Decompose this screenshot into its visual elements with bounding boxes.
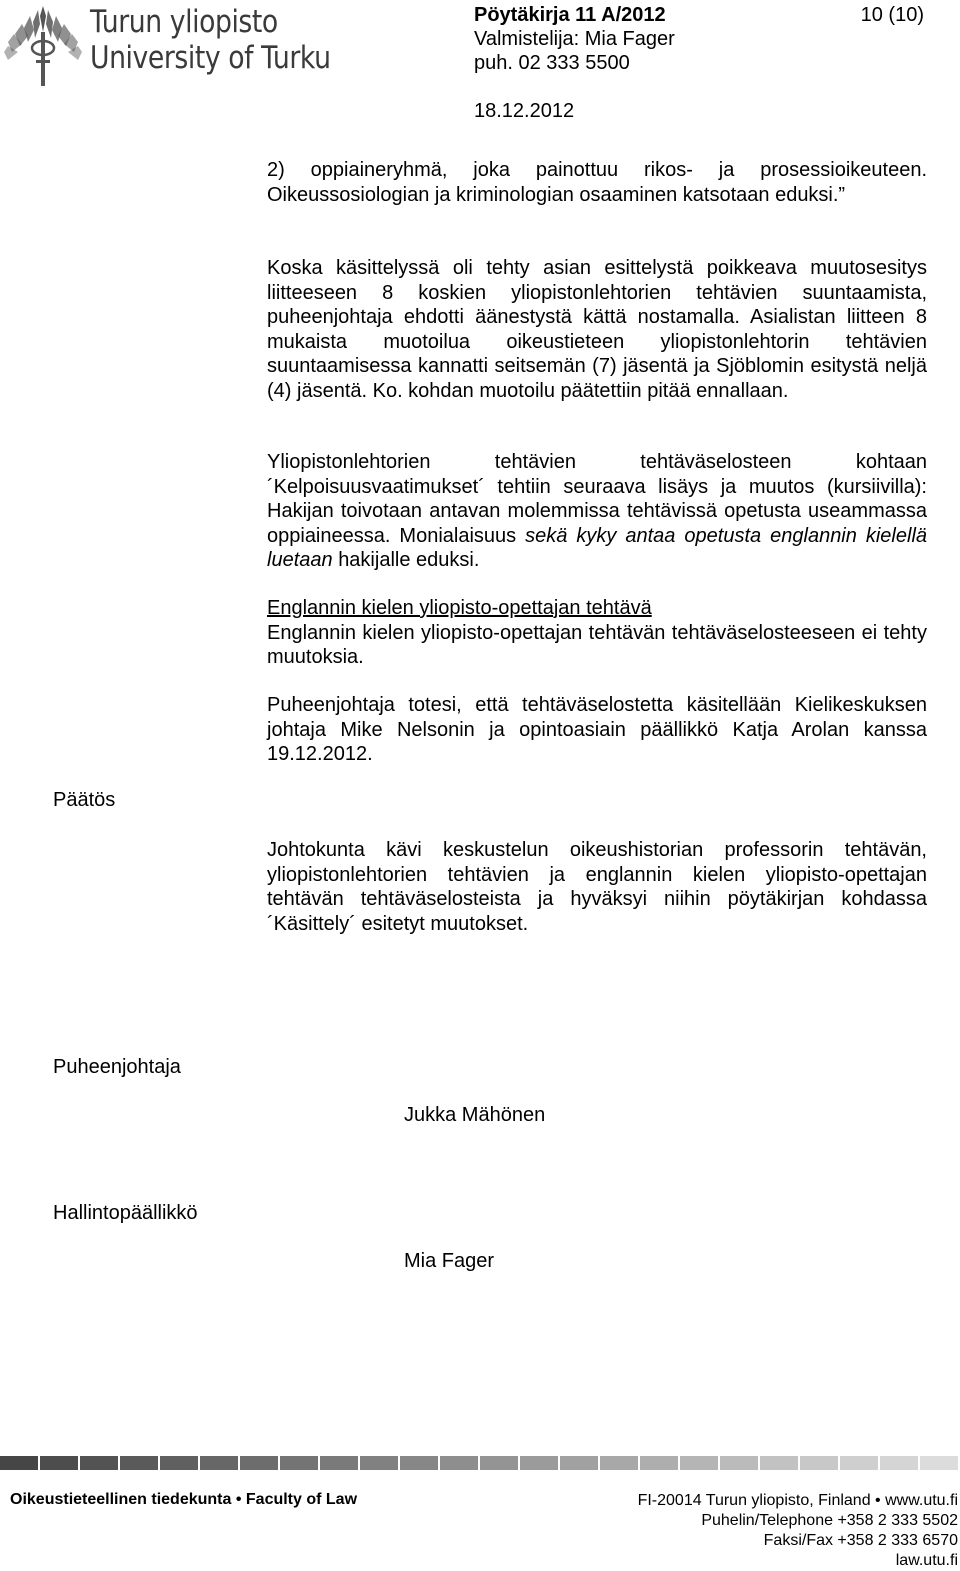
paragraph-chair-note: Puheenjohtaja totesi, että tehtäväselostetta käsitellään Kielikeskuksen johtaja Mike Nelsonin ja opintoasiain päällikkö Katja Arolan kanssa 19.12.2012. — [267, 694, 927, 765]
qualifications-text: Yliopistonlehtorien tehtävien tehtäväselosteen kohtaan ´Kelpoisuusvaatimukset´ tehtiin seuraava lisäys ja muutos (kursiivilla): Hakijan toivotaan antavan molemmissa tehtävissä opetusta useammassa oppiaineessa. Monialaisuus — [267, 451, 927, 547]
footer-bar-segment — [200, 1456, 238, 1470]
footer-bar-segment — [560, 1456, 598, 1470]
university-seal-icon — [2, 2, 84, 88]
footer-fax: Faksi/Fax +358 2 333 6570 — [763, 1532, 958, 1549]
footer-bar-segment — [680, 1456, 718, 1470]
footer-bar-segment — [880, 1456, 918, 1470]
chair-title: Puheenjohtaja — [53, 1056, 181, 1078]
document-title: Pöytäkirja 11 A/2012 — [474, 4, 666, 26]
footer-faculty: Oikeustieteellinen tiedekunta • Faculty of Law — [10, 1491, 358, 1508]
admin-name: Mia Fager — [404, 1250, 495, 1272]
logo-text-finnish: Turun yliopisto — [90, 4, 278, 40]
paragraph-vote: Koska käsittelyssä oli tehty asian esittelystä poikkeava muutosesitys liitteeseen 8 koskien yliopistonlehtorien tehtävien suuntaamista, puheenjohtaja ehdotti äänestystä kättä nostamalla. Asialistan liitteen 8 mukaista muotoilua oikeustieteen yliopistonlehtorin tehtävien suuntaamisessa kannatti seitsemän (7) jäsentä ja Sjöblomin esitystä neljä (4) jäsentä. Ko. kohdan muotoilu päätettiin pitää ennallaan. — [267, 257, 927, 402]
paragraph-qualifications — [267, 450, 927, 573]
paragraph-subject-group: 2) oppiaineryhmä, joka painottuu rikos- ja prosessioikeuteen. Oikeussosiologian ja kriminologian osaaminen katsotaan eduksi.” — [267, 159, 927, 206]
section-text: Englannin kielen yliopisto-opettajan tehtävän tehtäväselosteeseen ei tehty muutoksia. — [267, 621, 927, 668]
footer-bar-segment — [240, 1456, 278, 1470]
footer-bar-segment — [520, 1456, 558, 1470]
footer-bar-segment — [120, 1456, 158, 1470]
footer-bar-segment — [400, 1456, 438, 1470]
footer-web: law.utu.fi — [895, 1552, 958, 1569]
document-date: 18.12.2012 — [474, 100, 575, 122]
footer-bar-segment — [360, 1456, 398, 1470]
footer-divider-bar — [0, 1456, 960, 1470]
paragraph-decision: Johtokunta kävi keskustelun oikeushistorian professorin tehtävän, yliopistonlehtorien tehtävien ja englannin kielen yliopisto-opettajan tehtävän tehtäväselosteista ja hyväksyi niihin pöytäkirjan kohdassa ´Käsittely´ esitetyt muutokset. — [267, 839, 927, 935]
footer-bar-segment — [320, 1456, 358, 1470]
footer-bar-segment — [800, 1456, 838, 1470]
phone-line: puh. 02 333 5500 — [474, 52, 630, 74]
footer-bar-segment — [440, 1456, 478, 1470]
university-logo — [2, 2, 331, 88]
footer-bar-segment — [0, 1456, 38, 1470]
footer-bar-segment — [840, 1456, 878, 1470]
decision-label: Päätös — [53, 789, 116, 811]
preparer-line: Valmistelija: Mia Fager — [474, 28, 675, 50]
footer-contact — [538, 1491, 958, 1571]
qualifications-text-end: hakijalle eduksi. — [338, 549, 480, 571]
footer-bar-segment — [720, 1456, 758, 1470]
footer-bar-segment — [640, 1456, 678, 1470]
paragraph-english-teacher — [267, 596, 927, 670]
footer-bar-segment — [80, 1456, 118, 1470]
chair-name: Jukka Mähönen — [404, 1104, 546, 1126]
footer-bar-segment — [920, 1456, 958, 1470]
footer-address: FI-20014 Turun yliopisto, Finland • www.utu.fi — [637, 1492, 958, 1509]
footer-telephone: Puhelin/Telephone +358 2 333 5502 — [701, 1512, 958, 1529]
logo-text-english: University of Turku — [90, 40, 331, 76]
footer-bar-segment — [480, 1456, 518, 1470]
footer-bar-segment — [40, 1456, 78, 1470]
qualifications-italic-text: sekä kyky antaa opetusta englannin kielellä luetaan — [267, 524, 928, 571]
admin-title: Hallintopäällikkö — [53, 1202, 198, 1224]
section-heading: Englannin kielen yliopisto-opettajan tehtävä — [267, 597, 652, 619]
footer-bar-segment — [600, 1456, 638, 1470]
page-number: 10 (10) — [860, 4, 924, 26]
footer-bar-segment — [280, 1456, 318, 1470]
footer-bar-segment — [160, 1456, 198, 1470]
footer-bar-segment — [760, 1456, 798, 1470]
